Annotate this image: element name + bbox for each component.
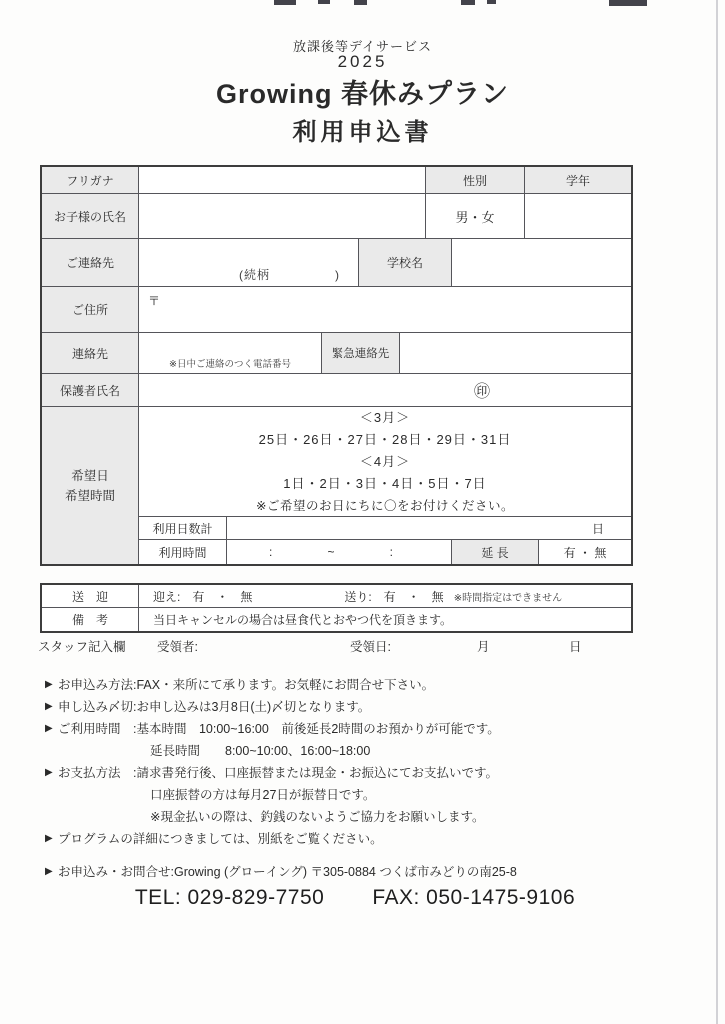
staff-entry-label: スタッフ記入欄 [38, 640, 126, 654]
wish-label [42, 407, 139, 564]
grade-header: 学年 [525, 167, 631, 193]
emergency-header: 緊急連絡先 [322, 333, 400, 373]
bullet-triangle-icon: ▶ [45, 833, 53, 844]
note-payment-transfer [45, 784, 685, 806]
dates-list [139, 407, 631, 516]
note-application-method [45, 674, 685, 696]
note-program-details [45, 828, 685, 850]
bullet-triangle-icon: ▶ [45, 701, 53, 712]
march-header: ＜3月＞ [359, 409, 411, 425]
extension-label: 延 長 [452, 540, 539, 564]
relation-hint: (続柄 ) [239, 268, 340, 282]
dates-block [139, 407, 631, 517]
seal-stamp-icon: ㊞ [474, 383, 491, 401]
receipt-month-label: 月 [477, 640, 490, 654]
contact-row [42, 239, 631, 287]
schedule-content [139, 407, 631, 564]
year-heading: 2025 [337, 52, 388, 71]
scan-artifact [318, 0, 330, 4]
april-dates: 1日・2日・3日・4日・5日・7日 [283, 475, 487, 491]
tel-number: TEL: 029-829-7750 [134, 886, 325, 909]
note-text: ご利用時間 :基本時間 10:00~16:00 前後延長2時間のお預かりが可能です。 [58, 722, 500, 736]
note-text: ※現金払いの際は、釣銭のないようご協力をお願いします。 [150, 810, 485, 824]
main-form-table [40, 165, 633, 566]
note-text: お申込み・お問合せ:Growing (グローイング) 〒305-0884 つくば市みどりの南25-8 [58, 865, 517, 879]
use-time-label: 利用時間 [139, 540, 227, 564]
receipt-date-label: 受領日: [350, 640, 391, 654]
note-text: 申し込み〆切:お申し込みは3月8日(土)〆切となります。 [58, 700, 371, 714]
bullet-triangle-icon: ▶ [45, 767, 53, 778]
gender-options: 男・女 [426, 194, 525, 238]
child-name-label: お子様の氏名 [42, 194, 139, 238]
furigana-row [42, 167, 631, 194]
transport-label: 送 迎 [42, 585, 139, 607]
scan-artifact [461, 0, 475, 5]
wish-day-label: 希望日 [71, 468, 109, 483]
furigana-label: フリガナ [42, 167, 139, 193]
postal-mark: 〒 [148, 294, 161, 308]
pickup-options: 迎え: 有 ・ 無 [153, 589, 253, 604]
schedule-row [42, 407, 631, 564]
child-name-row [42, 194, 631, 239]
note-payment-cash [45, 806, 685, 828]
note-deadline [45, 696, 685, 718]
page-edge-line [716, 0, 718, 1024]
form-title: 利用申込書 [292, 119, 433, 146]
remarks-text: 当日キャンセルの場合は昼食代とおやつ代を頂きます。 [153, 613, 453, 627]
staff-entry-row [0, 637, 725, 657]
plan-title: Growing 春休みプラン [216, 79, 509, 109]
notes-list [45, 674, 685, 883]
grade-input-cell [525, 194, 631, 238]
bullet-triangle-icon: ▶ [45, 679, 53, 690]
child-name-input-cell [139, 194, 426, 238]
total-days-input-cell [227, 517, 631, 539]
contact-input-cell [139, 239, 359, 286]
scan-artifact [354, 0, 367, 5]
extension-options: 有 ・ 無 [563, 545, 607, 560]
furigana-input-cell [139, 167, 426, 193]
service-type-heading: 放課後等デイサービス [292, 39, 433, 54]
note-text: 口座振替の方は毎月27日が振替日です。 [150, 788, 376, 802]
time-input-cell [227, 540, 452, 564]
total-days-label: 利用日数計 [139, 517, 227, 539]
remarks-label: 備 考 [42, 608, 139, 631]
phone-input-cell [139, 333, 322, 373]
time-tilde: ~ [327, 545, 335, 559]
day-unit: 日 [591, 521, 604, 536]
phone-note: ※日中ご連絡のつく電話番号 [169, 359, 291, 370]
school-header: 学校名 [359, 239, 452, 286]
contact-label: ご連絡先 [42, 239, 139, 286]
note-contact-info [45, 861, 685, 883]
contact-phone-row [0, 886, 710, 910]
address-input-cell [139, 287, 631, 332]
note-hours-extension [45, 740, 685, 762]
bullet-triangle-icon: ▶ [45, 866, 53, 877]
address-row [42, 287, 631, 333]
total-days-row [139, 517, 631, 540]
guardian-label: 保護者氏名 [42, 374, 139, 406]
wish-time-label: 希望時間 [64, 488, 115, 503]
receiver-label: 受領者: [157, 640, 198, 654]
note-hours [45, 718, 685, 740]
address-label: ご住所 [42, 287, 139, 332]
note-payment [45, 762, 685, 784]
scan-artifact [487, 0, 496, 4]
guardian-input-cell [139, 374, 631, 406]
gender-header: 性別 [426, 167, 525, 193]
phone-label: 連絡先 [42, 333, 139, 373]
note-text: プログラムの詳細につきましては、別紙をご覧ください。 [58, 832, 383, 846]
time-colon: : [269, 545, 273, 559]
time-colon: : [389, 545, 393, 559]
note-text: お支払方法 :請求書発行後、口座振替または現金・お振込にてお支払いです。 [58, 766, 498, 780]
emergency-input-cell [400, 333, 631, 373]
note-text: 延長時間 8:00~10:00、16:00~18:00 [150, 744, 371, 758]
march-dates: 25日・26日・27日・28日・29日・31日 [258, 431, 512, 447]
scan-artifact [274, 0, 296, 5]
guardian-row [42, 374, 631, 407]
circle-note: ※ご希望のお日にちに〇をお付けください。 [256, 498, 514, 513]
bullet-triangle-icon: ▶ [45, 723, 53, 734]
transport-row [42, 585, 631, 608]
remarks-row [42, 608, 631, 631]
transport-time-note: ※時間指定はできません [453, 592, 563, 604]
phone-row [42, 333, 631, 374]
scan-artifact [609, 0, 647, 6]
receipt-day-label: 日 [569, 640, 582, 654]
school-input-cell [452, 239, 631, 286]
use-time-row [139, 540, 631, 564]
transport-options [139, 585, 631, 607]
transport-remarks-table [40, 583, 633, 633]
dropoff-options: 送り: 有 ・ 無 [344, 589, 444, 604]
april-header: ＜4月＞ [359, 453, 411, 469]
note-text: お申込み方法:FAX・来所にて承ります。お気軽にお問合せ下さい。 [58, 678, 435, 692]
fax-number: FAX: 050-1475-9106 [372, 886, 576, 909]
